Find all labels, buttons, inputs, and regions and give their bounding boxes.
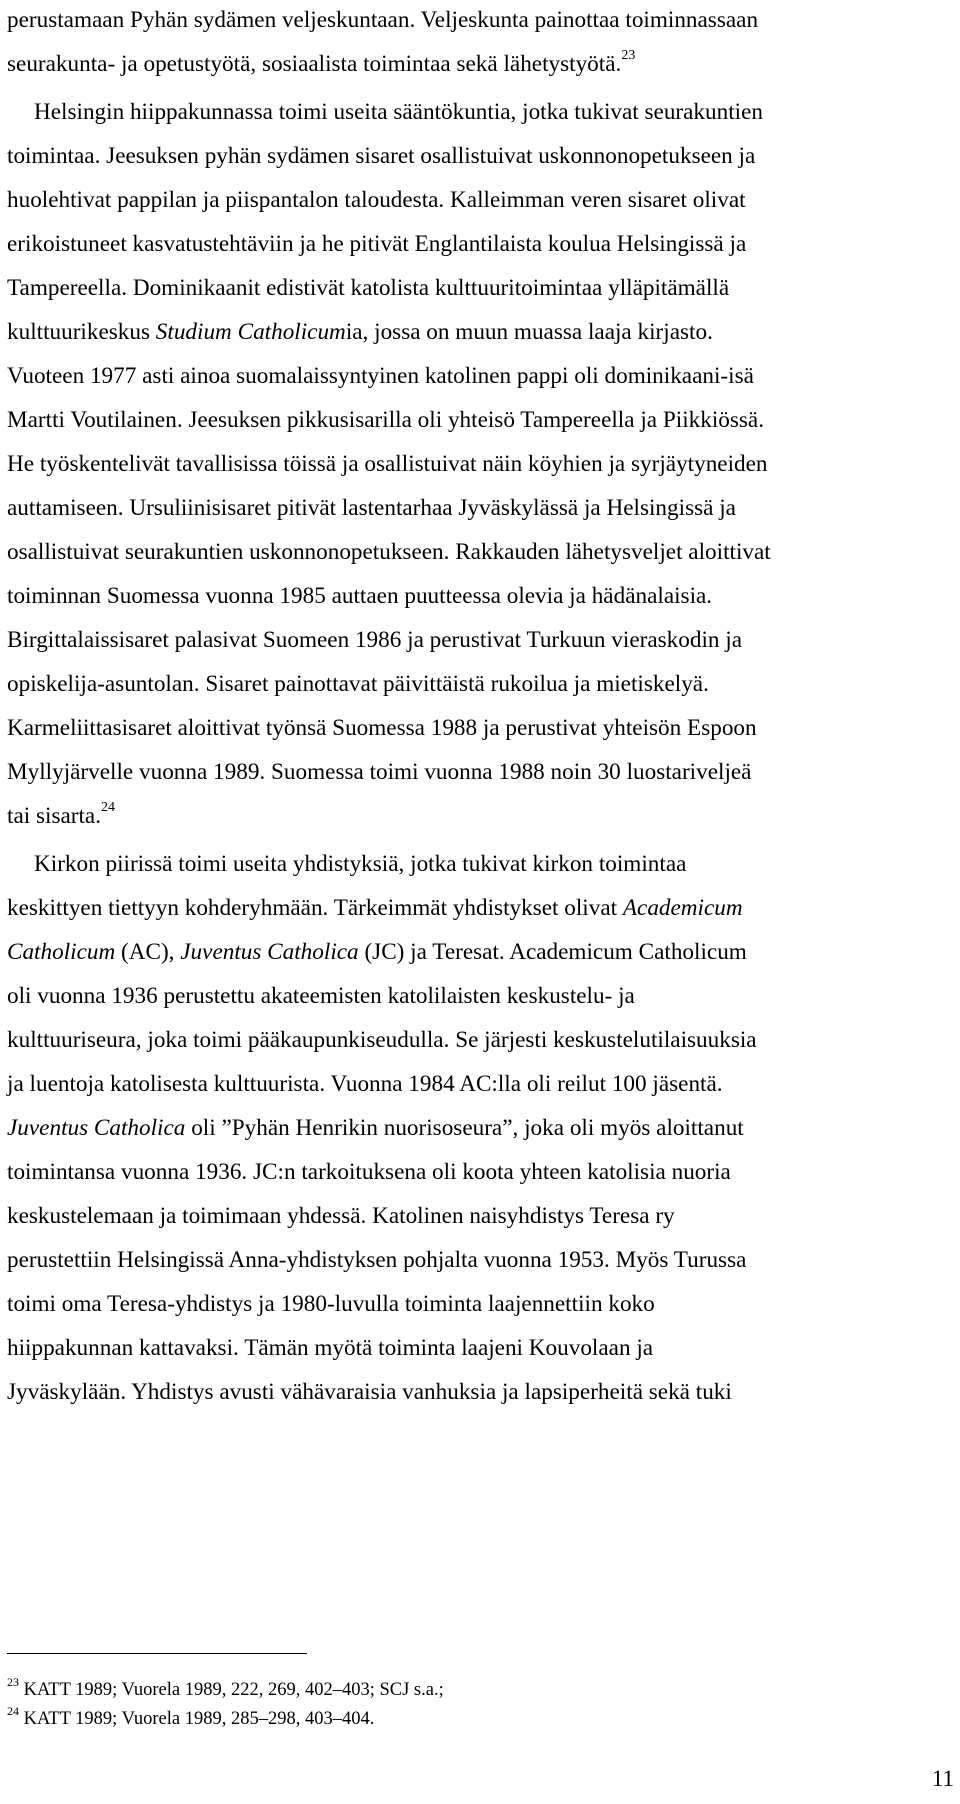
text-line: toimintansa vuonna 1936. JC:n tarkoituksena oli koota yhteen katolisia nuoria <box>7 1159 731 1185</box>
text-line: He työskentelivät tavallisissa töissä ja osallistuivat näin köyhien ja syrjäytyneiden <box>7 451 768 477</box>
text-line: Tampereella. Dominikaanit edistivät katolista kulttuuritoimintaa ylläpitämällä <box>7 275 730 301</box>
text-line: tai sisarta.$^{24}$ <box>7 800 116 829</box>
text-line: oli vuonna 1936 perustettu akateemisten katolilaisten keskustelu- ja <box>7 983 635 1009</box>
text-line: hiippakunnan kattavaksi. Tämän myötä toiminta laajeni Kouvolaan ja <box>7 1335 654 1361</box>
footnote-23: $^{23}$ KATT 1989; Vuorela 1989, 222, 269, 402–403; SCJ s.a.; <box>7 1675 444 1700</box>
body-text <box>7 0 955 1414</box>
text-line: Karmeliittasisaret aloittivat työnsä Suomessa 1988 ja perustivat yhteisön Espoon <box>7 715 757 741</box>
text-line: toimintaa. Jeesuksen pyhän sydämen sisaret osallistuivat uskonnonopetukseen ja <box>7 143 756 169</box>
text-line: seurakunta- ja opetustyötä, sosiaalista toimintaa sekä lähetystyötä.$^{23}$ <box>7 48 636 77</box>
italic-term: Juventus Catholica <box>7 1115 186 1141</box>
text-line: Vuoteen 1977 asti ainoa suomalaissyntyinen katolinen pappi oli dominikaani-isä <box>7 363 754 389</box>
text-line: osallistuivat seurakuntien uskonnonopetukseen. Rakkauden lähetysveljet aloittivat <box>7 539 771 565</box>
text-line: Kirkon piirissä toimi useita yhdistyksiä, jotka tukivat kirkon toimintaa <box>34 851 687 877</box>
footnotes <box>7 1676 955 1734</box>
italic-term: Academicum <box>622 895 743 921</box>
footnote-24: $^{24}$ KATT 1989; Vuorela 1989, 285–298, 403–404. <box>7 1704 375 1729</box>
text-line: Helsingin hiippakunnassa toimi useita sääntökuntia, jotka tukivat seurakuntien <box>34 99 763 125</box>
text-line: Catholicum (AC), Juventus Catholica (JC) ja Teresat. Academicum Catholicum <box>7 939 747 965</box>
text-line: kulttuuriseura, joka toimi pääkaupunkiseudulla. Se järjesti keskustelutilaisuuksia <box>7 1027 757 1053</box>
text-line: keskittyen tiettyyn kohderyhmään. Tärkeimmät yhdistykset olivat Academicum <box>7 895 743 921</box>
text-line: Martti Voutilainen. Jeesuksen pikkusisarilla oli yhteisö Tampereella ja Piikkiössä. <box>7 407 765 433</box>
text-line: toimi oma Teresa-yhdistys ja 1980-luvulla toiminta laajennettiin koko <box>7 1291 655 1317</box>
text-line: ja luentoja katolisesta kulttuurista. Vuonna 1984 AC:lla oli reilut 100 jäsentä. <box>7 1071 723 1097</box>
text-line: erikoistuneet kasvatustehtäviin ja he pitivät Englantilaista koulua Helsingissä ja <box>7 231 747 257</box>
text-line: kulttuurikeskus Studium Catholicumia, jossa on muun muassa laaja kirjasto. <box>7 319 713 345</box>
italic-term: Studium Catholicum <box>155 319 346 345</box>
page-number: 11 <box>931 1766 954 1791</box>
text-line: huolehtivat pappilan ja piispantalon taloudesta. Kalleimman veren sisaret olivat <box>7 187 746 213</box>
footnote-ref-23[interactable]: 23 <box>621 48 636 63</box>
footnote-ref-24[interactable]: 24 <box>101 800 116 815</box>
text-line: perustamaan Pyhän sydämen veljeskuntaan. Veljeskunta painottaa toiminnassaan <box>7 7 759 33</box>
italic-term: Juventus Catholica <box>180 939 359 965</box>
text-line: perustettiin Helsingissä Anna-yhdistyksen pohjalta vuonna 1953. Myös Turussa <box>7 1247 747 1273</box>
footnote-number: 23 <box>7 1675 19 1689</box>
footnote-number: 24 <box>7 1704 19 1718</box>
italic-term: Catholicum <box>7 939 116 965</box>
text-line: opiskelija-asuntolan. Sisaret painottavat päivittäistä rukoilua ja mietiskelyä. <box>7 671 709 697</box>
text-line: Birgittalaissisaret palasivat Suomeen 1986 ja perustivat Turkuun vieraskodin ja <box>7 627 743 653</box>
text-line: auttamiseen. Ursuliinisisaret pitivät lastentarhaa Jyväskylässä ja Helsingissä ja <box>7 495 736 521</box>
text-line: toiminnan Suomessa vuonna 1985 auttaen puutteessa olevia ja hädänalaisia. <box>7 583 713 609</box>
text-line: Myllyjärvelle vuonna 1989. Suomessa toimi vuonna 1988 noin 30 luostariveljeä <box>7 759 752 785</box>
text-line: Jyväskylään. Yhdistys avusti vähävaraisia vanhuksia ja lapsiperheitä sekä tuki <box>7 1379 732 1405</box>
text-line: Juventus Catholica oli ”Pyhän Henrikin nuorisoseura”, joka oli myös aloittanut <box>7 1115 744 1141</box>
text-line: keskustelemaan ja toimimaan yhdessä. Katolinen naisyhdistys Teresa ry <box>7 1203 675 1229</box>
footnote-divider <box>7 1653 307 1654</box>
